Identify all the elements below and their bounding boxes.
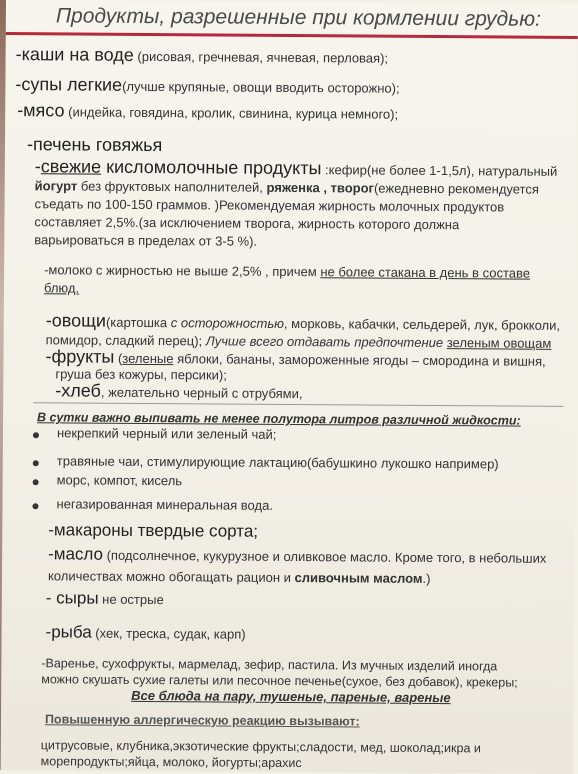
drink-item-4: негазированная минеральная вода. <box>56 496 274 513</box>
veg-line-2: помидор, сладкий перец); Лучше всего отдавать предпочтение зеленым овощам <box>45 332 552 351</box>
bullet-icon <box>33 479 39 485</box>
item-fish: -рыба (хек, треска, судак, карп) <box>45 622 246 642</box>
fruit-line-2: груша без кожуры, персики); <box>55 366 227 383</box>
allergy-heading: Повышенную аллергическую реакцию вызывают: <box>44 712 360 729</box>
drink-heading: В сутки важно выпивать не менее полутора литров различной жидкости: <box>37 410 521 428</box>
item-cheese: - сыры не острые <box>45 588 164 608</box>
allergy-line-2: морепродукты;яйца, молоко, йогурты;арахис <box>40 754 302 771</box>
drink-item-3: морс, компот, кисель <box>56 472 183 489</box>
item-dairy: -свежие кисломолочные продукты :кефир(не более 1-1,5л), натуральный <box>34 156 558 179</box>
item-supy: -супы легкие(лучше крупяные, овощи вводить осторожно); <box>15 74 400 96</box>
milk-line-2: блюд. <box>43 280 80 296</box>
bullet-icon <box>33 432 39 438</box>
item-myaso: -мясо (индейка, говядина, кролик, свинина, курица немного); <box>17 100 399 122</box>
dairy-line-5: варьироваться в пределах от 3-5 %). <box>34 232 258 249</box>
cooking-note: Все блюда на пару, тушеные, пареные, вареные <box>131 687 451 706</box>
dairy-line-3: съедать по 100-150 граммов. )Рекомендуемая жирность молочных продуктов <box>34 196 505 215</box>
sweets-line-2: можно скушать сухие галеты или песочное печенье(сухое, без добавок), крекеры; <box>41 672 518 690</box>
item-pasta: -макароны твердые сорта; <box>48 520 259 541</box>
drink-item-1: некрепкий черный или зеленый чай; <box>56 425 277 442</box>
allergy-line-1: цитрусовые, клубника,экзотические фрукты;сладости, мед, шоколад;икра и <box>40 738 481 756</box>
item-veg: -овощи(картошка с осторожностью, морковь, кабачки, сельдерей, лук, брокколи, <box>45 310 561 333</box>
bullet-icon <box>32 503 38 509</box>
item-oil: -масло (подсолнечное, кукурузное и оливковое масло. Кроме того, в небольших <box>48 544 547 566</box>
page-title: Продукты, разрешенные при кормлении грудью: <box>55 4 541 31</box>
item-pechen: -печень говяжья <box>26 134 163 156</box>
item-bread: -хлеб, желательно черный с отрубями, <box>55 380 303 402</box>
dairy-line-2: йогурт без фруктовых наполнителей, ряженка , творог(ежедневно рекомендуется <box>34 178 539 197</box>
bullet-icon <box>33 460 39 466</box>
document-page <box>1 0 578 774</box>
item-fruit: -фрукты (зеленые яблоки, бананы, замороженные ягоды – смородина и вишня, <box>45 346 546 369</box>
title-underline <box>6 32 578 39</box>
oil-line-2: количествах можно обогащать рацион и сливочным маслом.) <box>47 568 431 586</box>
dairy-line-4: составляет 2,5%.(за исключением творога, жирность которого должна <box>34 214 460 233</box>
item-kashi: -каши на воде (рисовая, гречневая, ячневая, перловая); <box>15 44 389 66</box>
drink-item-2: травяные чаи, стимулирующие лактацию(бабушкино лукошко например) <box>56 453 499 472</box>
item-sweets: -Варенье, сухофрукты, мармелад, зефир, пастила. Из мучных изделий иногда <box>41 656 498 674</box>
item-milk: -молоко с жирностью не выше 2,5% , причем не более стакана в день в составе <box>44 262 531 281</box>
